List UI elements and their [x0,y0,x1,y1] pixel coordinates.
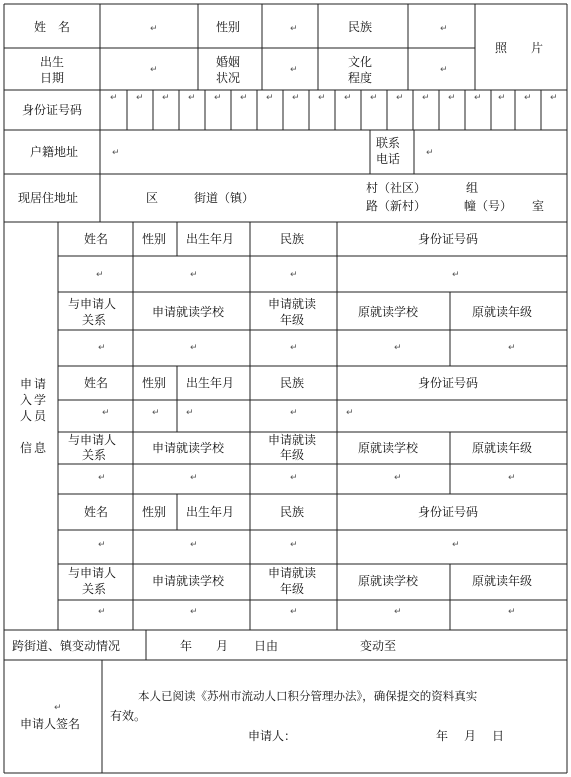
child-name-header: 姓名 [84,505,109,519]
paragraph-mark: ↵ [448,93,456,103]
residence-label: 现居住地址 [18,191,79,205]
relation-header-1: 与申请人 [68,297,117,311]
paragraph-mark: ↵ [292,93,300,103]
residence-district: 区 [146,191,159,205]
child-name-header: 姓名 [84,376,109,390]
paragraph-mark: ↵ [290,408,298,418]
section-char: 息 [34,441,47,455]
section-char: 申 [20,377,33,391]
statement-line-1: 本人已阅读《苏州市流动人口积分管理办法》，确保提交的资料真实 [138,689,478,703]
paragraph-mark: ↵ [150,24,158,34]
paragraph-mark: ↵ [98,473,106,483]
marital-label-2: 状况 [216,71,241,85]
phone-label-1: 联系 [376,136,401,150]
marital-label-1: 婚姻 [216,55,241,69]
section-char: 学 [34,393,47,407]
education-label-1: 文化 [348,55,373,69]
residence-group: 组 [466,181,479,195]
transfer-section [12,638,396,653]
residence-room: 室 [532,199,545,213]
paragraph-mark: ↵ [498,93,506,103]
child-gender-header: 性别 [142,376,167,390]
relation-header-1: 与申请人 [68,566,117,580]
paragraph-mark: ↵ [190,540,198,550]
paragraph-mark: ↵ [186,408,194,418]
paragraph-mark: ↵ [110,93,118,103]
child-id-header: 身份证号码 [418,232,479,246]
relation-header-2: 关系 [82,313,107,327]
paragraph-mark: ↵ [524,93,532,103]
paragraph-mark: ↵ [190,270,198,280]
paragraph-mark: ↵ [214,93,222,103]
paragraph-mark: ↵ [344,93,352,103]
child-birth-header: 出生年月 [186,376,235,390]
section-char: 人 [20,409,33,423]
paragraph-mark: ↵ [290,24,298,34]
residence-village: 村（社区） [366,181,427,195]
name-label: 姓 名 [34,20,71,34]
paragraph-mark: ↵ [290,65,298,75]
paragraph-mark: ↵ [440,65,448,75]
relation-header-2: 关系 [82,448,107,462]
paragraph-marks [54,24,558,713]
child-block-3 [68,504,532,596]
relation-header-1: 与申请人 [68,433,117,447]
paragraph-mark: ↵ [266,93,274,103]
child-birth-header: 出生年月 [186,232,235,246]
child-ethnicity-header: 民族 [280,505,305,519]
phone-label-2: 电话 [376,152,401,166]
paragraph-mark: ↵ [96,270,104,280]
section-char: 信 [20,441,33,455]
child-gender-header: 性别 [142,232,167,246]
apply-school-header: 申请就读学校 [152,441,225,455]
signature-month: 月 [464,729,477,743]
apply-school-header: 申请就读学校 [152,305,225,319]
child-block-2 [68,375,532,462]
residence-building: 幢（号） [464,199,513,213]
orig-grade-header: 原就读年级 [472,305,533,319]
apply-grade-header-1: 申请就读 [268,433,317,447]
section-char: 请 [34,377,47,391]
child-id-header: 身份证号码 [418,376,479,390]
paragraph-mark: ↵ [394,343,402,353]
transfer-to: 变动至 [360,639,397,653]
child-block-1 [68,231,532,327]
paragraph-mark: ↵ [98,540,106,550]
paragraph-mark: ↵ [162,93,170,103]
apply-school-header: 申请就读学校 [152,574,225,588]
signature-label: 申请人签名 [20,717,81,731]
orig-school-header: 原就读学校 [358,305,419,319]
paragraph-mark: ↵ [508,473,516,483]
paragraph-mark: ↵ [102,408,110,418]
relation-header-2: 关系 [82,582,107,596]
paragraph-mark: ↵ [550,93,558,103]
paragraph-mark: ↵ [370,93,378,103]
transfer-month: 月 [216,639,229,653]
paragraph-mark: ↵ [474,93,482,103]
paragraph-mark: ↵ [188,93,196,103]
paragraph-mark: ↵ [190,343,198,353]
signature-year: 年 [436,729,449,743]
gender-label: 性别 [216,20,241,34]
paragraph-mark: ↵ [152,408,160,418]
signature-section [20,689,504,743]
paragraph-mark: ↵ [422,93,430,103]
transfer-label: 跨街道、镇变动情况 [12,639,121,653]
paragraph-mark: ↵ [290,540,298,550]
orig-grade-header: 原就读年级 [472,441,533,455]
statement-line-2: 有效。 [110,709,147,723]
child-id-header: 身份证号码 [418,505,479,519]
orig-school-header: 原就读学校 [358,441,419,455]
apply-grade-header-1: 申请就读 [268,566,317,580]
section-char: 员 [34,409,47,423]
child-ethnicity-header: 民族 [280,376,305,390]
paragraph-mark: ↵ [290,343,298,353]
child-name-header: 姓名 [84,232,109,246]
id-label: 身份证号码 [22,103,83,117]
residence-street: 街道（镇） [194,191,255,205]
birth-label-1: 出生 [40,55,65,69]
child-ethnicity-header: 民族 [280,232,305,246]
paragraph-mark: ↵ [394,607,402,617]
apply-grade-header-2: 年级 [280,448,305,462]
birth-label-2: 日期 [40,71,65,85]
paragraph-mark: ↵ [98,607,106,617]
photo-label: 照 片 [495,41,544,55]
paragraph-mark: ↵ [240,93,248,103]
apply-grade-header-1: 申请就读 [268,297,317,311]
children-section-label [20,376,47,455]
ethnicity-label: 民族 [348,20,373,34]
section-char: 入 [20,393,33,407]
paragraph-mark: ↵ [396,93,404,103]
paragraph-mark: ↵ [452,270,460,280]
paragraph-mark: ↵ [150,65,158,75]
apply-grade-header-2: 年级 [280,313,305,327]
paragraph-mark: ↵ [346,408,354,418]
education-label-2: 程度 [348,71,373,85]
paragraph-mark: ↵ [394,473,402,483]
orig-grade-header: 原就读年级 [472,574,533,588]
paragraph-mark: ↵ [290,607,298,617]
transfer-day-from: 日由 [254,639,279,653]
child-birth-header: 出生年月 [186,505,235,519]
child-gender-header: 性别 [142,505,167,519]
orig-school-header: 原就读学校 [358,574,419,588]
transfer-year: 年 [180,639,193,653]
paragraph-mark: ↵ [508,343,516,353]
residence-road: 路（新村） [366,199,427,213]
paragraph-mark: ↵ [54,703,62,713]
applicant-signature: 申请人： [248,729,297,743]
signature-day: 日 [492,729,505,743]
paragraph-mark: ↵ [112,148,120,158]
paragraph-mark: ↵ [290,270,298,280]
paragraph-mark: ↵ [136,93,144,103]
paragraph-mark: ↵ [508,607,516,617]
apply-grade-header-2: 年级 [280,582,305,596]
paragraph-mark: ↵ [190,607,198,617]
paragraph-mark: ↵ [440,24,448,34]
paragraph-mark: ↵ [290,473,298,483]
paragraph-mark: ↵ [98,343,106,353]
paragraph-mark: ↵ [452,540,460,550]
paragraph-mark: ↵ [318,93,326,103]
hukou-label: 户籍地址 [30,145,79,159]
paragraph-mark: ↵ [190,473,198,483]
paragraph-mark: ↵ [426,148,434,158]
